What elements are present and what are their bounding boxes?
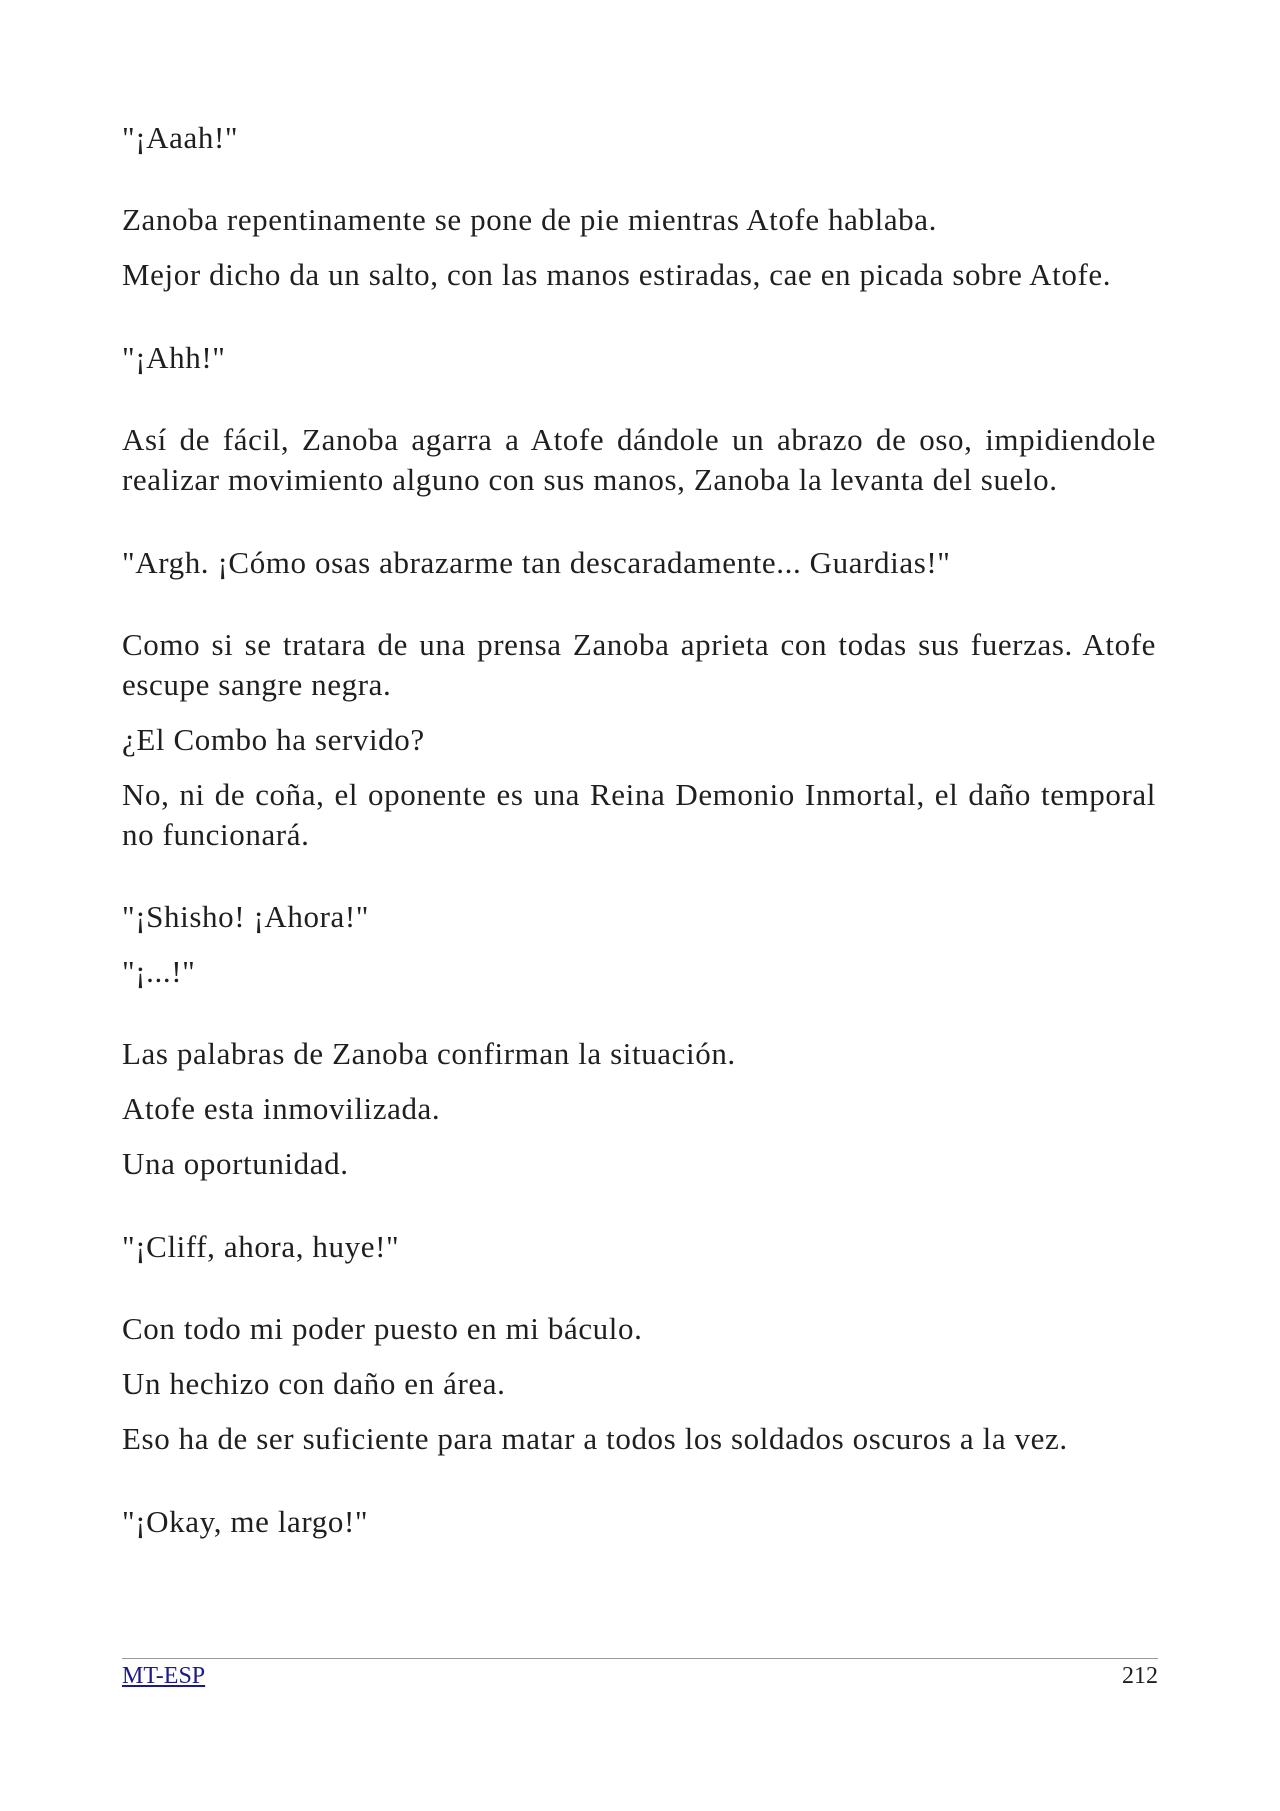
paragraph: "¡Aaah!" <box>122 120 239 155</box>
paragraph: Un hechizo con daño en área. <box>122 1366 506 1401</box>
paragraph: Zanoba repentinamente se pone de pie mientras Atofe hablaba. <box>122 202 937 237</box>
footer-brand-link[interactable]: MT-ESP <box>122 1663 206 1689</box>
page-number: 212 <box>1122 1663 1158 1689</box>
paragraph: ¿El Combo ha servido? <box>122 722 425 757</box>
paragraph: Como si se tratara de una prensa Zanoba aprieta con todas sus fuerzas. Atofe escupe sangre negra. <box>122 627 1156 702</box>
paragraph: "¡Shisho! ¡Ahora!" <box>122 899 370 934</box>
paragraph: "Argh. ¡Cómo osas abrazarme tan descaradamente... Guardias!" <box>122 545 951 580</box>
paragraph: "¡Okay, me largo!" <box>122 1504 369 1539</box>
paragraph: "¡...!" <box>122 954 196 989</box>
paragraph: Atofe esta inmovilizada. <box>122 1091 441 1126</box>
paragraph: Mejor dicho da un salto, con las manos estiradas, cae en picada sobre Atofe. <box>122 257 1112 292</box>
page-footer <box>122 1658 1158 1689</box>
paragraph: No, ni de coña, el oponente es una Reina Demonio Inmortal, el daño temporal no funcionará. <box>122 777 1156 852</box>
paragraph: Con todo mi poder puesto en mi báculo. <box>122 1311 643 1346</box>
page-body <box>122 118 1156 1542</box>
paragraph: "¡Cliff, ahora, huye!" <box>122 1229 400 1264</box>
paragraph: Las palabras de Zanoba confirman la situación. <box>122 1036 736 1071</box>
paragraph: Una oportunidad. <box>122 1146 349 1181</box>
paragraph: "¡Ahh!" <box>122 340 226 375</box>
paragraph: Así de fácil, Zanoba agarra a Atofe dándole un abrazo de oso, impidiendole realizar movimiento alguno con sus manos, Zanoba la levanta del suelo. <box>122 422 1156 497</box>
paragraph: Eso ha de ser suficiente para matar a todos los soldados oscuros a la vez. <box>122 1421 1068 1456</box>
